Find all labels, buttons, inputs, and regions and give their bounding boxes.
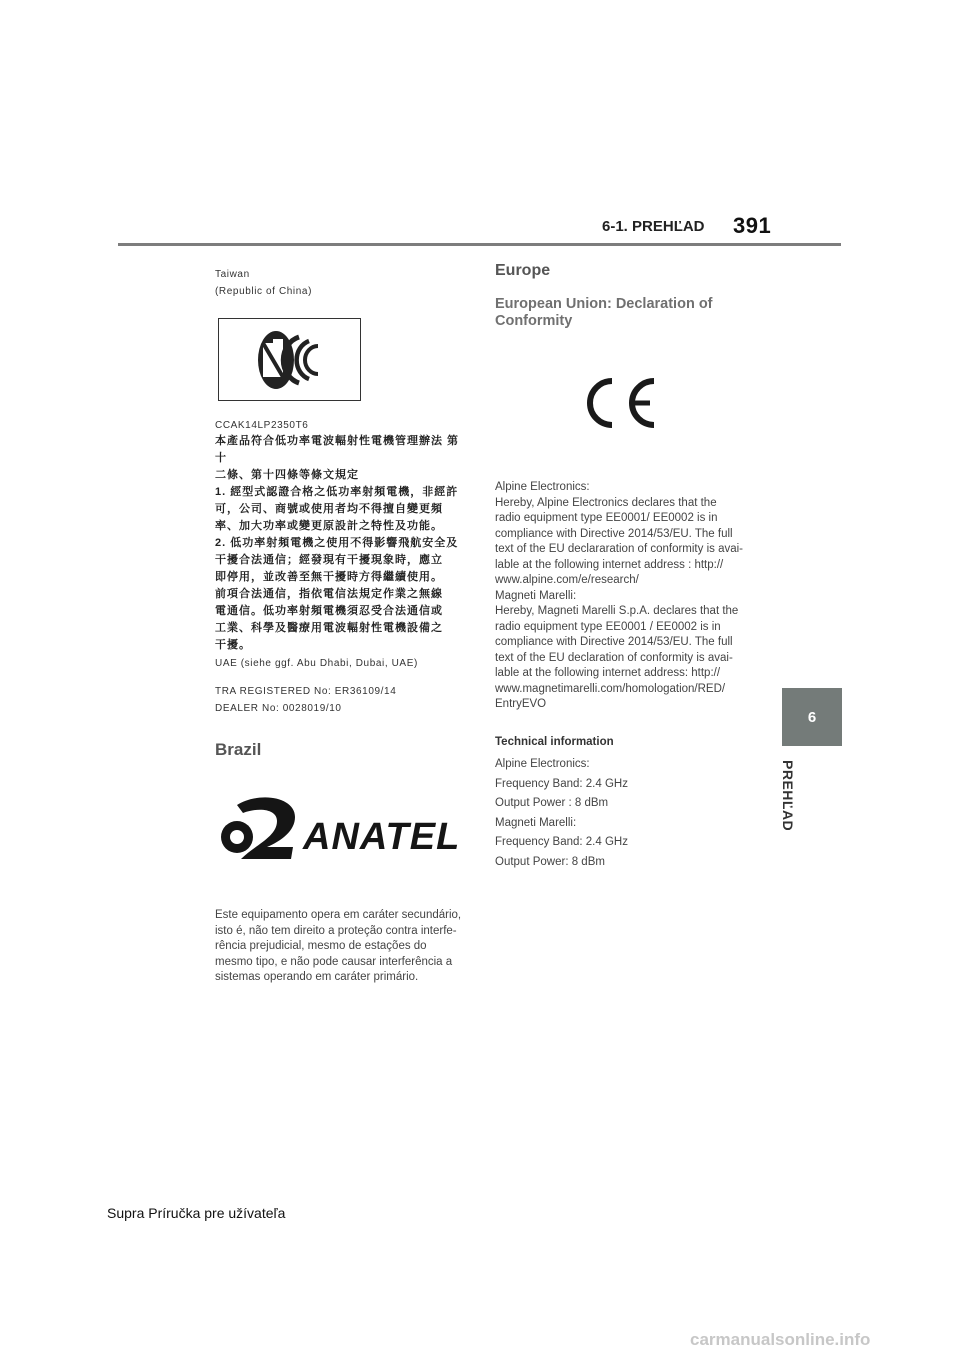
uae-tra: TRA REGISTERED No: ER36109/14 [215, 686, 397, 697]
chapter-label: PREHĽAD [780, 760, 796, 832]
chapter-number: 6 [807, 708, 817, 726]
technical-info-list: Alpine Electronics: Frequency Band: 2.4 GHz Output Power : 8 dBm Magneti Marelli: Frequency Band: 2.4 GHz Output Power: 8 dBm [495, 758, 628, 868]
eu-declaration-text: Alpine Electronics: Hereby, Alpine Electronics declares that the radio equipment type EE0001/ EE0002 is in compliance with Directive 2014/53/EU. The full text of the EU declararation of conformity is avai-lable at the following internet address : http:// www.alpine.com/e/research/ Magneti Marelli: Hereby, Magneti Marelli S.p.A. declares that the radio equipment type EE0001 / EE0002 is in compliance with Directive 2014/53/EU. The full text of the EU declaration of conformity is avai-lable at the following internet address: http:// www.magnetimarelli.com/homologation/RED/ EntryEVO [495, 481, 743, 710]
uae-dealer: DEALER No: 0028019/10 [215, 703, 342, 714]
section-title: 6-1. PREHĽAD [602, 218, 705, 235]
uae-title: UAE (siehe ggf. Abu Dhabi, Dubai, UAE) [215, 658, 418, 669]
chapter-tab[interactable] [782, 688, 842, 746]
page-number: 391 [733, 213, 772, 238]
brazil-heading: Brazil [215, 740, 262, 759]
taiwan-cjk-text: 本產品符合低功率電波輻射性電機管理辦法 第十 二條、第十四條等條文規定 1. 經型式認證合格之低功率射頻電機，非經許 可，公司、商號或使用者均不得擅自變更頻 率、加大功率或變更原設計之特性及功能。 2. 低功率射頻電機之使用不得影響飛航安全及 干擾合法通信；經發現有干擾現象時，應立 即停用，並改善至無干擾時方得繼續使用。 前項合法通信，指依電信法規定作業之無線 電通信。低功率射頻電機須忍受合法通信或 工業、科學及醫療用電波輻射性電機設備之 干擾。 [215, 435, 460, 651]
manual-footer: Supra Príručka pre užívateľa [107, 1205, 286, 1221]
anatel-logo: ANATEL [215, 795, 460, 865]
ce-mark [580, 375, 660, 430]
ncc-logo [219, 319, 359, 399]
eu-declaration-heading: European Union: Declaration of Conformity [495, 296, 713, 329]
taiwan-subtitle: (Republic of China) [215, 286, 312, 297]
ncc-logo-box [218, 318, 361, 401]
brazil-text: Este equipamento opera em caráter secundário, isto é, não tem direito a proteção contra interfe-rência prejudicial, mesmo de estações do mesmo tipo, e não pode causar interferência a sistemas operando em caráter primário. [215, 909, 462, 983]
taiwan-title: Taiwan [215, 269, 250, 280]
site-watermark[interactable]: carmanualsonline.info [690, 1330, 871, 1349]
taiwan-code: CCAK14LP2350T6 [215, 420, 309, 431]
europe-heading: Europe [495, 262, 551, 279]
technical-info-heading: Technical information [495, 736, 614, 748]
header-rule [118, 243, 841, 246]
